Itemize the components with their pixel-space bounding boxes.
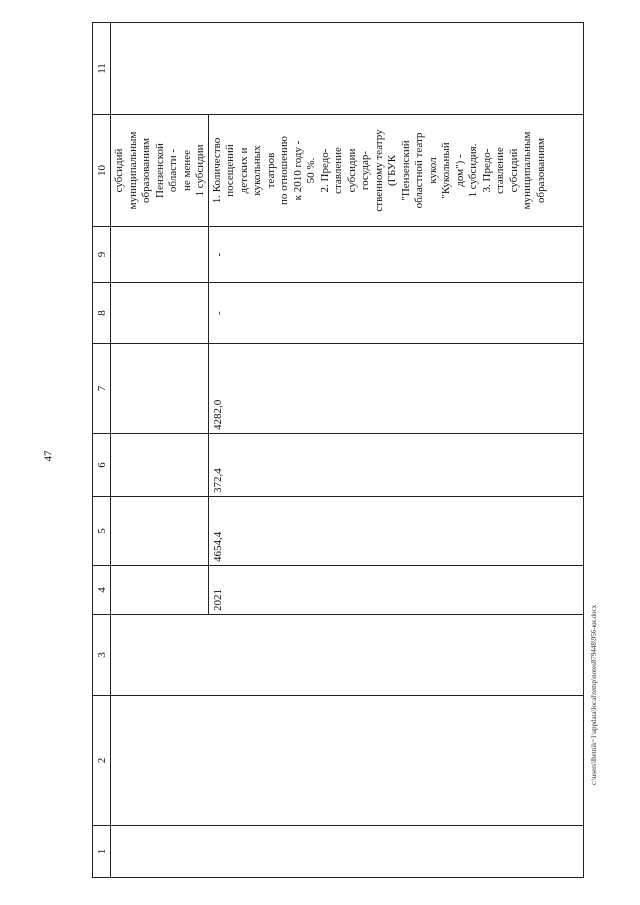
text-line: театров [264, 152, 277, 189]
text-line: не менее [180, 150, 193, 192]
text-line: областной театр [413, 132, 425, 209]
indicator-text [111, 115, 208, 226]
text-line: ственному театру [372, 129, 385, 212]
budget-table [92, 22, 584, 878]
table-row-continuation [111, 23, 209, 878]
text-line: детских и [237, 147, 250, 194]
text-line: ставление [332, 147, 344, 194]
table-cell [111, 344, 209, 434]
column-number: 10 [93, 115, 111, 227]
file-path-footer: c:\users\lhetnik~1\appdata\local\temp\notes879448\956-ки.docx [590, 604, 599, 786]
text-line: кукольных [251, 145, 263, 196]
table-cell [111, 283, 209, 344]
dash-cell: - [208, 227, 584, 283]
text-line: муниципальным [126, 131, 139, 210]
text-line: субсидий [113, 148, 125, 193]
indicator-text [209, 115, 549, 226]
table-cell [111, 696, 584, 826]
text-line: дом") - [453, 154, 466, 187]
rotated-table [92, 23, 584, 878]
text-line: по отношению [278, 135, 290, 206]
text-line: 1 субсидия. [467, 143, 479, 198]
table-cell [111, 615, 584, 696]
table-cell [111, 566, 209, 615]
text-line: государ- [359, 150, 371, 191]
text-line: области - [167, 148, 179, 193]
column-number: 6 [93, 434, 111, 497]
page-number: 47 [42, 450, 54, 462]
text-line: образованиям [140, 138, 152, 203]
column-number: 4 [93, 566, 111, 615]
dash-cell: - [208, 283, 584, 344]
table-cell [111, 434, 209, 497]
text-line: 1. Количество [210, 137, 223, 204]
text-line: (ГБУК [386, 154, 398, 187]
text-line: 50 %. [305, 157, 317, 184]
text-line: 1 субсидии [194, 144, 206, 197]
text-line: "Кукольный [440, 142, 452, 199]
text-line: ставление [494, 147, 506, 194]
text-line: 2. Предо- [318, 148, 331, 193]
column-number: 8 [93, 283, 111, 344]
table-cell [111, 227, 209, 283]
table-cell [111, 23, 584, 115]
text-line: муниципальным [521, 131, 533, 210]
table-cell-indicators [111, 115, 209, 227]
column-number: 7 [93, 344, 111, 434]
column-number: 2 [93, 696, 111, 826]
column-number: 9 [93, 227, 111, 283]
text-line: субсидии [345, 148, 358, 193]
column-number: 3 [93, 615, 111, 696]
column-number: 1 [93, 826, 111, 878]
column-number-row [93, 23, 111, 878]
text-line: Пензенской [153, 143, 166, 198]
amount-cell: 372,4 [208, 434, 584, 497]
text-line: 3. Предо- [480, 148, 493, 193]
text-line: субсидий [507, 148, 520, 193]
table-cell [111, 497, 209, 566]
text-line: к 2010 году - [291, 140, 304, 201]
column-number: 5 [93, 497, 111, 566]
text-line: образованиям [534, 138, 547, 203]
amount-total-cell: 4654,4 [208, 497, 584, 566]
text-line: "Пензенский [399, 140, 412, 201]
text-line: посещений [224, 144, 236, 197]
amount-cell: 4282,0 [208, 344, 584, 434]
table-cell [111, 826, 584, 878]
table-cell-indicators [208, 115, 584, 227]
year-cell: 2021 [208, 566, 584, 615]
text-line: кукол [426, 157, 439, 184]
column-number: 11 [93, 23, 111, 115]
